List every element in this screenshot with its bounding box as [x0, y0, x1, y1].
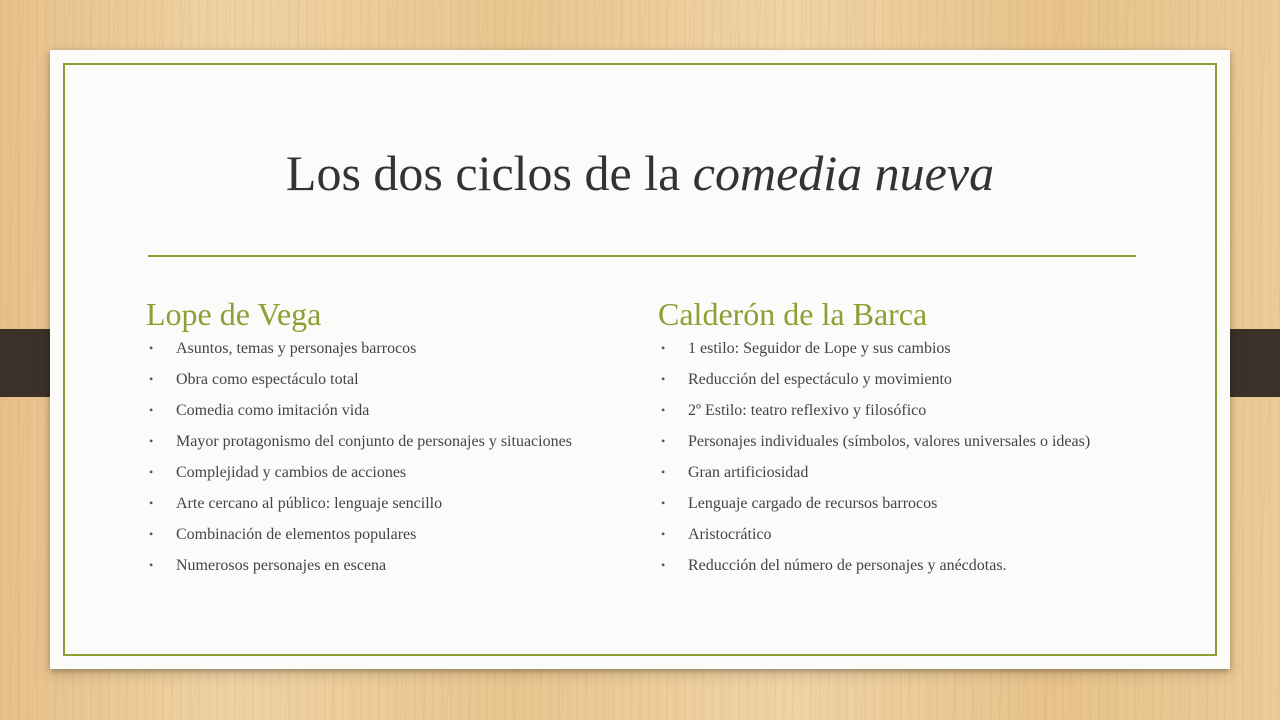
list-item-text: Personajes individuales (símbolos, valores universales o ideas) [688, 433, 1091, 450]
column-calderon-de-la-barca [658, 294, 1128, 588]
bullet-icon: • [149, 341, 154, 355]
title-divider [148, 255, 1136, 257]
list-item-text: 2º Estilo: teatro reflexivo y filosófico [688, 402, 927, 419]
list-item-text: Combinación de elementos populares [176, 526, 417, 543]
list-item [658, 464, 1128, 481]
bullet-icon: • [661, 496, 666, 510]
slide-title [50, 142, 1230, 204]
bullet-icon: • [661, 341, 666, 355]
list-item-text: Reducción del número de personajes y anécdotas. [688, 557, 1007, 574]
list-item-text: Aristocrático [688, 526, 772, 543]
list-item-text: Complejidad y cambios de acciones [176, 464, 407, 481]
list-item [658, 402, 1128, 419]
list-item-text: Asuntos, temas y personajes barrocos [176, 340, 417, 357]
list-item [146, 526, 616, 543]
list-item [658, 433, 1128, 450]
slide-title-italic: comedia nueva [692, 145, 995, 201]
column-heading: Calderón de la Barca [658, 296, 928, 332]
bullet-icon: • [149, 527, 154, 541]
bullet-icon: • [149, 465, 154, 479]
bullet-list [658, 340, 1128, 574]
bullet-icon: • [149, 403, 154, 417]
list-item [146, 340, 616, 357]
list-item [146, 402, 616, 419]
list-item-text: Arte cercano al público: lenguaje sencillo [176, 495, 443, 512]
column-lope-de-vega [146, 294, 616, 588]
bullet-icon: • [661, 465, 666, 479]
list-item-text: Mayor protagonismo del conjunto de personajes y situaciones [176, 433, 572, 450]
list-item-text: Lenguaje cargado de recursos barrocos [688, 495, 938, 512]
bullet-icon: • [661, 558, 666, 572]
bullet-icon: • [661, 403, 666, 417]
bullet-list [146, 340, 616, 574]
bullet-icon: • [661, 527, 666, 541]
list-item [658, 340, 1128, 357]
list-item [658, 371, 1128, 388]
list-item-text: Numerosos personajes en escena [176, 557, 387, 574]
list-item [146, 557, 616, 574]
column-heading: Lope de Vega [146, 296, 322, 332]
bullet-icon: • [149, 558, 154, 572]
bullet-icon: • [149, 434, 154, 448]
list-item-text: 1 estilo: Seguidor de Lope y sus cambios [688, 340, 951, 357]
list-item-text: Obra como espectáculo total [176, 371, 359, 388]
list-item-text: Comedia como imitación vida [176, 402, 370, 419]
list-item-text: Gran artificiosidad [688, 464, 809, 481]
list-item [146, 464, 616, 481]
list-item [146, 433, 616, 450]
bullet-icon: • [149, 496, 154, 510]
list-item [658, 526, 1128, 543]
list-item [658, 495, 1128, 512]
bullet-icon: • [661, 434, 666, 448]
slide-title-text: Los dos ciclos de la [285, 145, 693, 201]
list-item [146, 371, 616, 388]
list-item-text: Reducción del espectáculo y movimiento [688, 371, 952, 388]
bullet-icon: • [149, 372, 154, 386]
list-item [658, 557, 1128, 574]
slide-card [50, 50, 1230, 669]
list-item [146, 495, 616, 512]
bullet-icon: • [661, 372, 666, 386]
